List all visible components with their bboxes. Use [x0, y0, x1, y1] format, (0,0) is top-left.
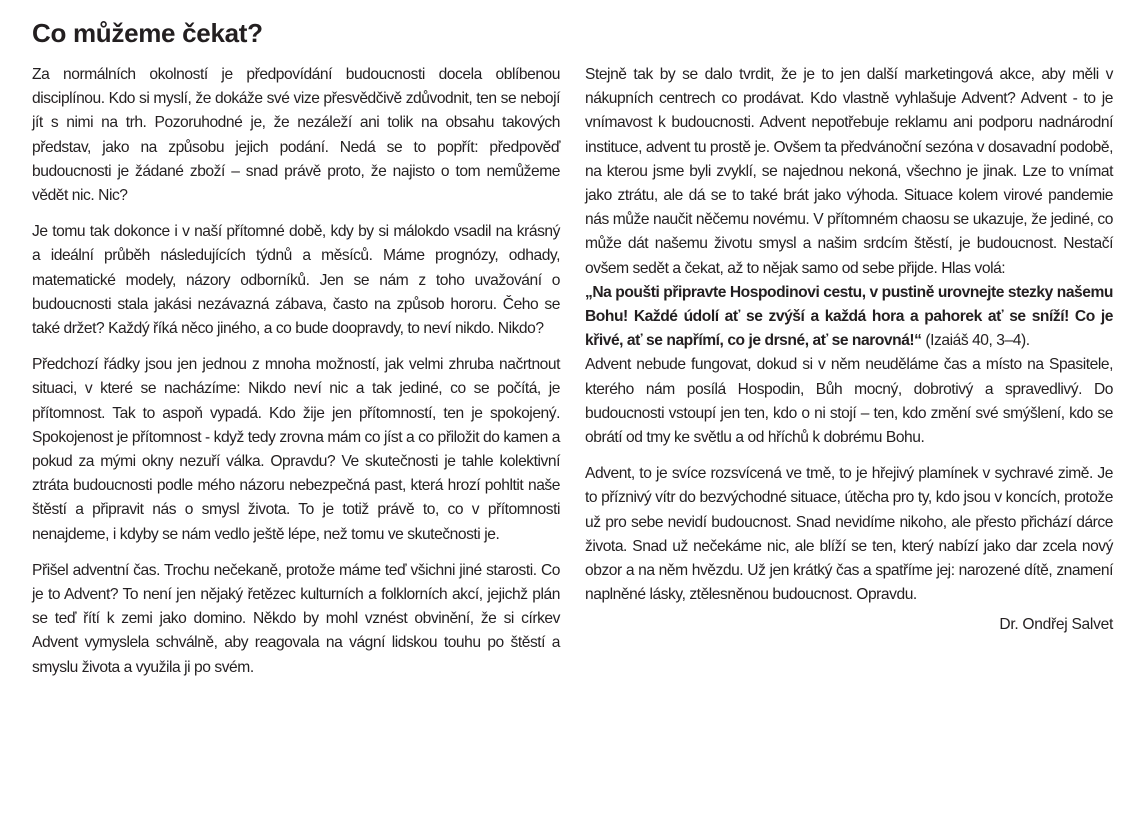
- right-column: [585, 63, 1113, 692]
- scripture-quote: „Na poušti připravte Hospodinovi cestu, v pustině urovnejte stezky našemu Bohu! Každé údolí ať se zvýší a každá hora a pahorek ať se sníží! Co je křivé, ať se napřímí, co je drsné, ať se narovná!“: [585, 283, 1113, 350]
- paragraph-7: Advent, to je svíce rozsvícená ve tmě, to je hřejivý plamínek v sychravé zimě. Je to příznivý vítr do bezvýchodné situace, útěcha pro ty, kdo jsou v koncích, protože už pro sebe nevidí budoucnost. Snad nevidíme nikoho, ale přesto přichází dárce života. Snad už nečekáme nic, ale blíží se ten, který nabízí jako dar zcela nový obzor a na něm hvězdu. Už jen krátký čas a spatříme jej: narozené dítě, znamení naplněné lásky, ztělesněnou budoucnost. Opravdu.: [585, 465, 1113, 604]
- scripture-citation: (Izaiáš 40, 3–4).: [921, 332, 1030, 350]
- scripture-quote-paragraph: [585, 281, 1113, 354]
- left-column: [32, 63, 560, 692]
- paragraph-6: Advent nebude fungovat, dokud si v něm neuděláme čas a místo na Spasitele, kterého nám posílá Hospodin, Bůh mocný, dobrotivý a spravedlivý. Do budoucnosti vstoupí jen ten, kdo o ni stojí – ten, kdo změní své smýšlení, kdo se obrátí od tmy ke světlu a od hříchů k dobrému Bohu.: [585, 356, 1113, 447]
- article-title: Co můžeme čekat?: [32, 18, 263, 48]
- paragraph-4: Přišel adventní čas. Trochu nečekaně, protože máme teď všichni jiné starosti. Co je to Advent? To není jen nějaký řetězec kulturních a folklorních akcí, jejichž plán se teď řítí k zemi jako domino. Někdo by mohl vznést obvinění, že si církev Advent vymyslela schválně, aby reagovala na vágní lidskou touhu po štěstí a smyslu života a využila ji po svém.: [32, 561, 560, 676]
- paragraph-1: Za normálních okolností je předpovídání budoucnosti docela oblíbenou disciplínou. Kdo si myslí, že dokáže své vize přesvědčivě zdůvodnit, ten se nebojí jít s nimi na trh. Pozoruhodné je, že nezáleží ani tolik na obsahu takových představ, jako na způsobu jejich podání. Nedá se to popřít: předpověď budoucnosti je žádané zboží – snad právě proto, že najisto o tom nemůžeme vědět nic. Nic?: [32, 66, 560, 205]
- paragraph-2: Je tomu tak dokonce i v naší přítomné době, kdy by si málokdo vsadil na krásný a ideální průběh následujících týdnů a měsíců. Máme prognózy, odhady, matematické modely, názory odborníků. Jen se nám z toho uvažování o budoucnosti stala jakási nezávazná zábava, často na způsob hororu. Čeho se také držet? Každý říká něco jiného, a co bude doopravdy, to neví nikdo. Nikdo?: [32, 223, 560, 338]
- paragraph-5: Stejně tak by se dalo tvrdit, že je to jen další marketingová akce, aby měli v nákupních centrech co prodávat. Kdo vlastně vyhlašuje Advent? Advent - to je vnímavost k budoucnosti. Advent nepotřebuje reklamu ani podporu nadnárodní instituce, advent tu prostě je. Ovšem ta předvánoční sezóna v dosavadní podobě, na kterou jsme byli zvyklí, se najednou nekoná, všechno je jinak. Lze to vnímat jako ztrátu, ale dá se to také brát jako výhoda. Situace kolem virové pandemie nás může naučit něčemu novému. V přítomném chaosu se ukazuje, že jediné, co může dát našemu životu smysl a našim srdcím štěstí, je budoucnost. Nestačí ovšem sedět a čekat, až to nějak samo od sebe přijde. Hlas volá:: [585, 66, 1113, 277]
- paragraph-3: Předchozí řádky jsou jen jednou z mnoha možností, jak velmi zhruba načrtnout situaci, v které se nacházíme: Nikdo neví nic a tak jediné, co se počítá, je přítomnost. Tak to aspoň vypadá. Kdo žije jen přítomností, ten je spokojený. Spokojenost je přítomnost - když tedy zrovna mám co jíst a co přiložit do kamen a pokud za mými okny nezuří válka. Opravdu? Ve skutečnosti je tahle kolektivní ztráta budoucnosti podle mého názoru nebezpečná past, která hrozí pohltit naše štěstí a připravit nás o smysl života. To je totiž právě to, co v přítomnosti nenajdeme, i kdyby se nám vedlo ještě lépe, než tomu ve skutečnosti je.: [32, 356, 560, 543]
- article-columns: [32, 63, 1113, 692]
- author-signature: Dr. Ondřej Salvet: [999, 616, 1113, 634]
